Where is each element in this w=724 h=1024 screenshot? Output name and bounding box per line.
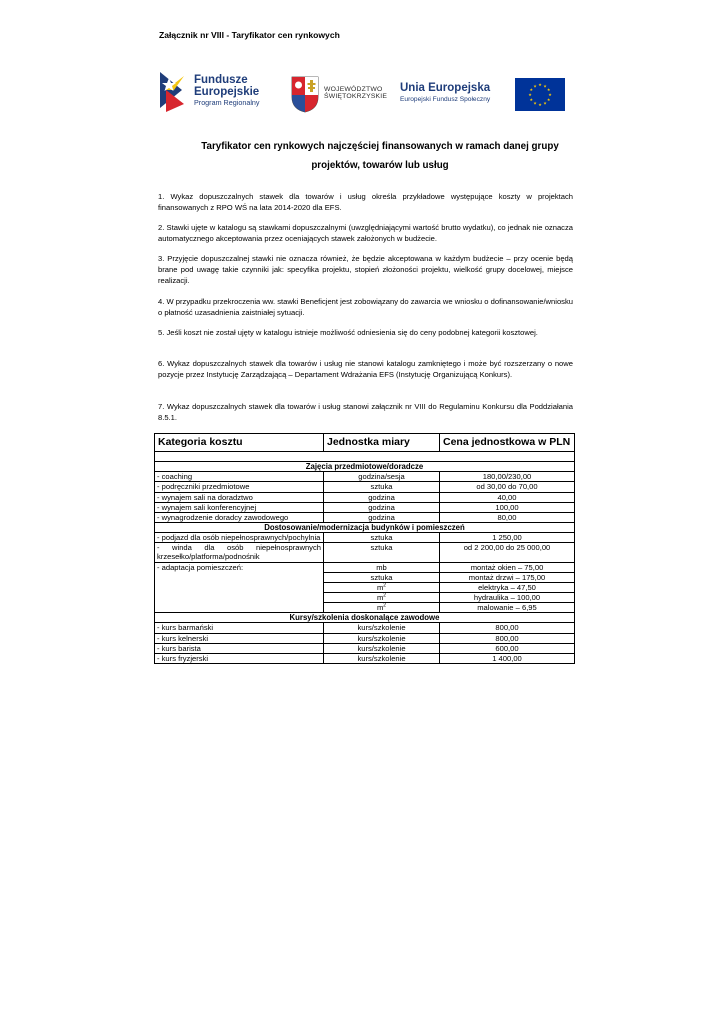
svg-text:★: ★	[538, 82, 542, 87]
cell-price: od 2 200,00 do 25 000,00	[440, 543, 575, 562]
header-note: Załącznik nr VIII - Taryfikator cen rynkowych	[159, 30, 340, 40]
title-line2: projektów, towarów lub usług	[311, 159, 449, 171]
cell-category: - adaptacja pomieszczeń:	[155, 562, 324, 613]
svg-text:★: ★	[546, 87, 551, 92]
header-category: Kategoria kosztu	[155, 434, 324, 452]
cell-category: - wynajem sali na doradztwo	[155, 492, 324, 502]
svg-text:★: ★	[529, 87, 534, 92]
svg-text:★: ★	[533, 100, 537, 106]
unit-text: m	[376, 582, 384, 592]
paragraph-1: 1. Wykaz dopuszczalnych stawek dla towarów i usług określa przykładowe występujące koszty w projektach finansowanych z RPO WŚ na lata 2014-2020 dla EFS.	[158, 192, 573, 212]
cell-category: - podręczniki przedmiotowe	[155, 482, 324, 492]
cell-price: 100,00	[440, 502, 575, 512]
svg-text:★: ★	[548, 92, 552, 97]
svg-text:★: ★	[543, 83, 547, 89]
cell-category: - kurs kelnerski	[155, 633, 324, 643]
cell-price: 800,00	[440, 633, 575, 643]
table-row	[155, 543, 575, 562]
cell-price: hydraulika – 100,00	[440, 592, 575, 602]
cell-price: montaż drzwi – 175,00	[440, 572, 575, 582]
section-row	[155, 613, 575, 623]
wojewodztwo-logo	[291, 75, 391, 115]
table-row	[155, 633, 575, 643]
cell-unit: godzina	[324, 512, 440, 522]
cell-price: montaż okien – 75,00	[440, 562, 575, 572]
table-row	[155, 512, 575, 522]
cell-price: 1 250,00	[440, 533, 575, 543]
cell-category: - winda dla osób niepełnosprawnych krzesełko/platforma/podnośnik	[155, 543, 324, 562]
cell-unit: sztuka	[324, 543, 440, 562]
cell-unit: kurs/szkolenie	[324, 623, 440, 633]
section-title: Zajęcia przedmiotowe/doradcze	[155, 462, 575, 472]
cell-price: malowanie – 6,95	[440, 603, 575, 613]
svg-text:★: ★	[546, 97, 551, 102]
svg-text:★: ★	[528, 92, 532, 97]
header-price: Cena jednostkowa w PLN	[440, 434, 575, 452]
unit-exponent: 2	[383, 582, 387, 589]
paragraph-5: 5. Jeśli koszt nie został ujęty w katalogu istnieje możliwość odniesienia się do ceny podobnej kategorii kosztowej.	[158, 328, 538, 337]
unit-text: m	[376, 603, 384, 612]
table-row	[155, 653, 575, 663]
eu-flag-icon	[515, 78, 565, 111]
cell-unit: godzina	[324, 492, 440, 502]
table-row	[155, 623, 575, 633]
unit-text: sztuka	[370, 572, 393, 582]
unit-exponent: 2	[383, 602, 387, 609]
paragraph-6: 6. Wykaz dopuszczalnych stawek dla towarów i usług nie stanowi katalogu zamkniętego i może być rozszerzany o nowe pozycje przez Instytucję Zarządzającą – Departament Wdrażania EFS (Instytucję Organizującą Konkurs).	[158, 359, 573, 379]
table-row	[155, 533, 575, 543]
cell-unit	[324, 592, 440, 602]
cell-price: elektryka – 47,50	[440, 582, 575, 592]
document-title	[170, 138, 590, 175]
section-row	[155, 522, 575, 532]
unit-exponent: 2	[383, 592, 387, 599]
cell-category: - wynajem sali konferencyjnej	[155, 502, 324, 512]
ws-line2: ŚWIĘTOKRZYSKIE	[324, 93, 388, 101]
ue-line1: Unia Europejska	[400, 82, 491, 94]
table-row	[155, 502, 575, 512]
cell-unit: sztuka	[324, 482, 440, 492]
paragraph-7: 7. Wykaz dopuszczalnych stawek dla towarów i usług stanowi załącznik nr VIII do Regulaminu Konkursu dla Poddziałania 8.5.1.	[158, 402, 573, 422]
ws-line1: WOJEWÓDZTWO	[324, 86, 383, 93]
cell-unit: kurs/szkolenie	[324, 643, 440, 653]
paragraph-2: 2. Stawki ujęte w katalogu są stawkami dopuszczalnymi (uwzględniającymi wartość brutto wydatku), co jednak nie oznacza automatycznego akceptowania przez oceniających stawek założonych w budżecie.	[158, 223, 573, 243]
cell-category: - coaching	[155, 472, 324, 482]
fe-line3: Program Regionalny	[194, 98, 260, 108]
table-row	[155, 562, 575, 572]
table-row	[155, 482, 575, 492]
title-line1: Taryfikator cen rynkowych najczęściej finansowanych w ramach danej grupy	[201, 141, 559, 152]
cell-price: 40,00	[440, 492, 575, 502]
svg-text:★: ★	[529, 97, 534, 102]
cell-unit	[324, 603, 440, 613]
cell-unit: godzina/sesja	[324, 472, 440, 482]
svg-text:★: ★	[533, 83, 537, 89]
cell-price: od 30,00 do 70,00	[440, 482, 575, 492]
table-header-row	[155, 434, 575, 452]
section-row	[155, 462, 575, 472]
unit-text: mb	[376, 562, 387, 572]
cell-unit	[324, 572, 440, 582]
paragraph-4: 4. W przypadku przekroczenia ww. stawki Beneficjent jest zobowiązany do zawarcia we wniosku o dofinansowanie/wniosku o płatność uzasadnienia zaistniałej sytuacji.	[158, 297, 573, 317]
fe-line2: Europejskie	[194, 86, 260, 99]
svg-text:★: ★	[538, 102, 542, 107]
cell-price: 180,00/230,00	[440, 472, 575, 482]
cell-unit: kurs/szkolenie	[324, 633, 440, 643]
coat-of-arms-icon	[291, 75, 319, 113]
svg-text:★: ★	[543, 100, 547, 106]
cell-unit	[324, 582, 440, 592]
cell-unit: sztuka	[324, 533, 440, 543]
section-title: Dostosowanie/modernizacja budynków i pomieszczeń	[155, 522, 575, 532]
ue-line2: Europejski Fundusz Społeczny	[400, 96, 491, 103]
cell-unit	[324, 562, 440, 572]
unit-text: m	[376, 592, 384, 602]
section-title: Kursy/szkolenia doskonalące zawodowe	[155, 613, 575, 623]
cost-table	[154, 433, 575, 664]
table-row	[155, 643, 575, 653]
fe-line1: Fundusze	[194, 74, 248, 86]
cell-price: 80,00	[440, 512, 575, 522]
cell-category: - kurs fryzjerski	[155, 653, 324, 663]
cell-category: - podjazd dla osób niepełnosprawnych/pochylnia	[155, 533, 324, 543]
cell-category: - wynagrodzenie doradcy zawodowego	[155, 512, 324, 522]
cell-price: 600,00	[440, 643, 575, 653]
paragraph-3: 3. Przyjęcie dopuszczalnej stawki nie oznacza również, że będzie akceptowana w każdym budżecie – przy ocenie będą brane pod uwagę takie czynniki jak: specyfika projektu, stopień złożoności projektu, wielkość grupy docelowej, miejsce realizacji.	[158, 254, 573, 285]
cell-unit: kurs/szkolenie	[324, 653, 440, 663]
table-row	[155, 492, 575, 502]
fundusze-europejskie-logo	[160, 68, 275, 114]
unia-europejska-logo	[400, 78, 570, 114]
spacer-row	[155, 452, 575, 462]
cell-price: 1 400,00	[440, 653, 575, 663]
fe-star-icon	[160, 68, 186, 112]
table-row	[155, 472, 575, 482]
cell-category: - kurs barmański	[155, 623, 324, 633]
cell-category: - kurs barista	[155, 643, 324, 653]
cell-price: 800,00	[440, 623, 575, 633]
cell-unit: godzina	[324, 502, 440, 512]
header-unit: Jednostka miary	[324, 434, 440, 452]
